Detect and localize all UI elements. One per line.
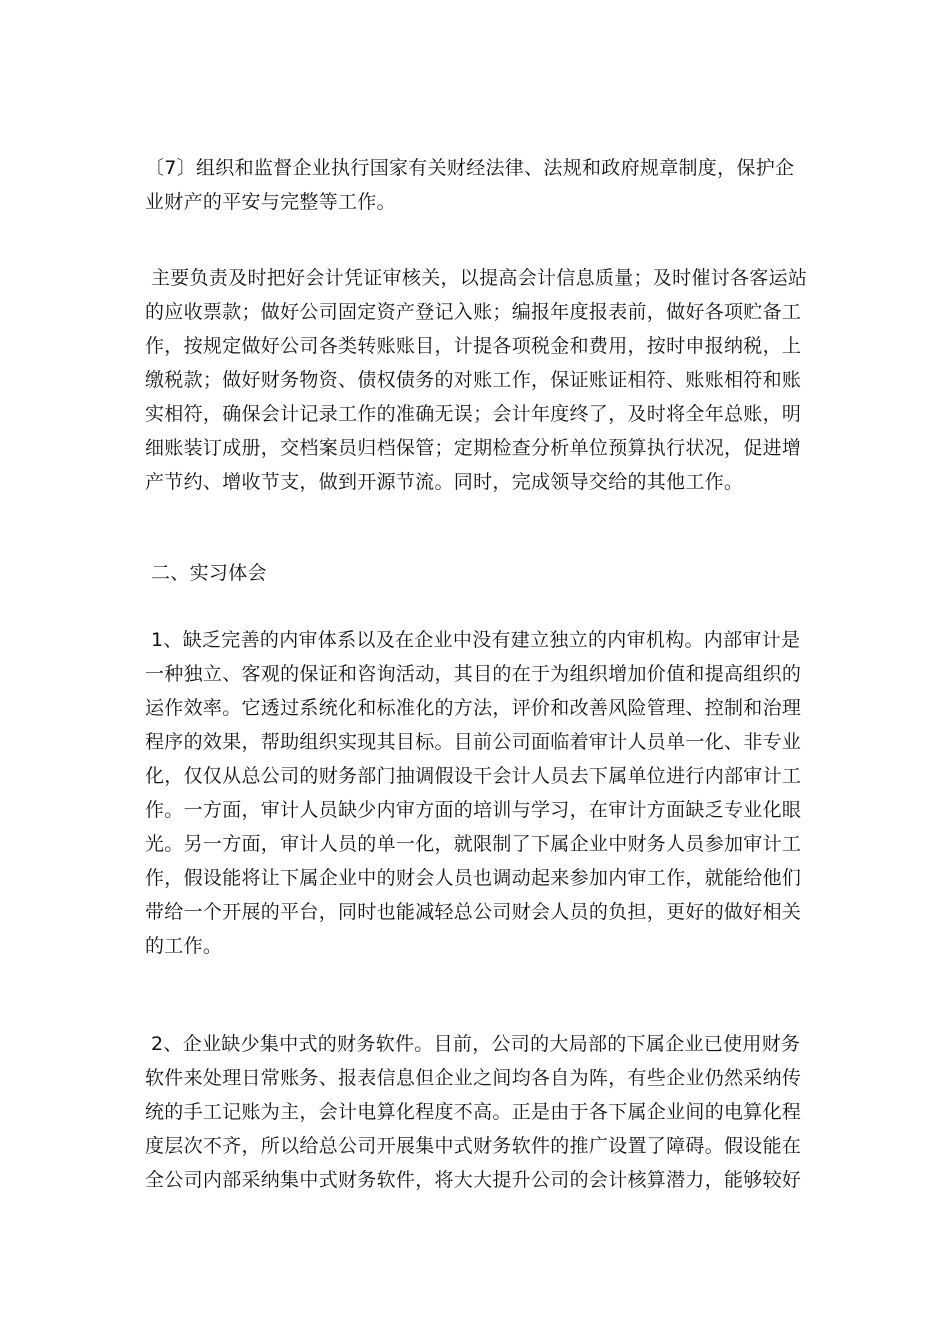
section-heading <box>145 556 805 590</box>
text-line: 全公司内部采纳集中式财务软件，将大大提升公司的会计核算潜力，能够较好 <box>145 1169 802 1191</box>
text-line: 带给一个开展的平台，同时也能减轻总公司财会人员的负担，更好的做好相关 <box>145 901 802 923</box>
text-line: 运作效率。它透过系统化和标准化的方法，评价和改善风险管理、控制和治理 <box>145 697 802 719</box>
text-line: 实相符，确保会计记录工作的准确无误；会计年度终了，及时将全年总账，明 <box>145 403 802 425</box>
text-line: 作，假设能将让下属企业中的财会人员也调动起来参加内审工作，就能给他们 <box>145 867 802 889</box>
paragraph-duties <box>145 261 808 499</box>
text-line: 化，仅仅从总公司的财务部门抽调假设干会计人员去下属单位进行内部审计工 <box>145 765 802 787</box>
text-line: 作。一方面，审计人员缺少内审方面的培训与学习，在审计方面缺乏专业化眼 <box>145 799 802 821</box>
paragraph-item-2 <box>145 1027 805 1197</box>
text-line: 程序的效果，帮助组织实现其目标。目前公司面临着审计人员单一化、非专业 <box>145 731 802 753</box>
text-line: 作，按规定做好公司各类转账账目，计提各项税金和费用，按时申报纳税，上 <box>145 335 802 357</box>
text-line: 业财产的平安与完整等工作。 <box>145 191 396 213</box>
text-line: 光。另一方面，审计人员的单一化，就限制了下属企业中财务人员参加审计工 <box>145 833 802 855</box>
text-line: 细账装订成册，交档案员归档保管；定期检查分析单位预算执行状况，促进增 <box>145 437 802 459</box>
section-heading-text: 二、实习体会 <box>151 562 267 584</box>
text-line: 统的手工记账为主，会计电算化程度不高。正是由于各下属企业间的电算化程 <box>145 1101 802 1123</box>
text-line: 的应收票款；做好公司固定资产登记入账；编报年度报表前，做好各项贮备工 <box>145 301 802 323</box>
text-line: 1、缺乏完善的内审体系以及在企业中没有建立独立的内审机构。内部审计是 <box>151 629 801 651</box>
text-line: 产节约、增收节支，做到开源节流。同时，完成领导交给的其他工作。 <box>145 471 744 493</box>
text-line: 〔7〕组织和监督企业执行国家有关财经法律、法规和政府规章制度，保护企 <box>145 157 795 179</box>
text-line: 缴税款；做好财务物资、债权债务的对账工作，保证账证相符、账账相符和账 <box>145 369 802 391</box>
text-line: 度层次不齐，所以给总公司开展集中式财务软件的推广设置了障碍。假设能在 <box>145 1135 802 1157</box>
paragraph-item-7 <box>145 151 805 219</box>
text-line: 主要负责及时把好会计凭证审核关，以提高会计信息质量；及时催讨各客运站 <box>151 267 808 289</box>
paragraph-item-1 <box>145 623 805 963</box>
text-line: 软件来处理日常账务、报表信息但企业之间均各自为阵，有些企业仍然采纳传 <box>145 1067 802 1089</box>
text-line: 一种独立、客观的保证和咨询活动，其目的在于为组织增加价值和提高组织的 <box>145 663 802 685</box>
text-line: 2、企业缺少集中式的财务软件。目前，公司的大局部的下属企业已使用财务 <box>151 1033 801 1055</box>
text-line: 的工作。 <box>145 935 223 957</box>
